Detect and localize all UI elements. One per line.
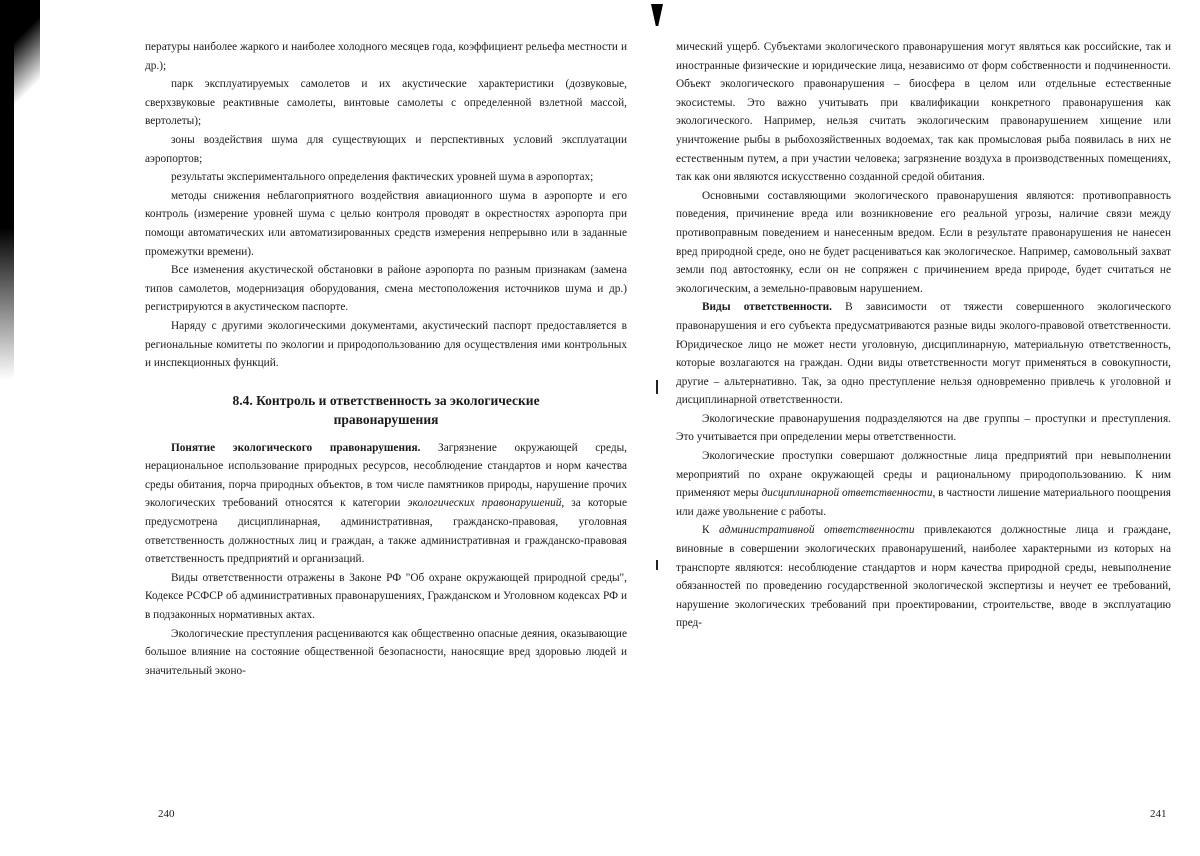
paragraph: зоны воздействия шума для существующих и перспективных условий эксплуатации аэропортов; (145, 133, 627, 165)
paragraph (676, 298, 1171, 410)
page-number: 241 (1150, 808, 1167, 820)
paragraph: методы снижения неблагоприятного воздействия авиационного шума в аэропорте и его контроль (измерение уровней шума с целью контроля проводят в окрестностях аэропорта при помощи автоматических или автоматизированных средств измерения непрерывно или в заданные промежутки времени). (145, 189, 627, 258)
italic-term: административной ответственности (718, 524, 915, 537)
text-run: К (702, 524, 719, 537)
page-number: 240 (158, 808, 175, 820)
paragraph: пературы наиболее жаркого и наиболее холодного месяцев года, коэффициент рельефа местности и др.); (145, 41, 627, 72)
paragraph (676, 521, 1171, 633)
left-page (145, 38, 627, 680)
gutter-line (656, 380, 658, 394)
section-heading (145, 391, 627, 429)
gutter-line (656, 560, 658, 570)
paragraph: мический ущерб. Субъектами экологического правонарушения могут являться как российские, так и иностранные физические и юридические лица, независимо от форм собственности и подчиненности. Объект экологического правонарушения – биосфера в целом или отдельные естественные экосистемы. Это важно учитывать при квалификации конкретного правонарушения как экологического. Например, нельзя считать экологическим правонарушением хищение или уничтожение рыбы в рыбохозяйственных водоемах, так как промысловая рыба появилась в них не естественным путем, а при участии человека; загрязнение воздуха в производственных помещениях, так как они являются искусственно созданной средой обитания. (676, 41, 1171, 184)
paragraph (676, 447, 1171, 521)
paragraph (145, 439, 627, 569)
text-run: В зависимости от тяжести совершенного экологического правонарушения и его субъекта предусматриваются разные виды эколого-правовой ответственности. Юридическое лицо не может нести уголовную, дисциплинарную, материальную ответственность, которые возлагаются на граждан. Одни виды ответственности могут применяться в совокупности, другие – альтернативно. Так, за одно преступление нельзя одновременно привлечь к уголовной и дисциплинарной ответственности. (676, 301, 1171, 407)
text-run: в частности лишение материального поощрения или даже увольнение с работы. (676, 487, 1171, 518)
paragraph: Виды ответственности отражены в Законе РФ "Об охране окружающей природной среды", Кодексе РСФСР об административных правонарушениях, Гражданском и Уголовном кодексах РФ и в подзаконных нормативных актах. (145, 571, 627, 622)
italic-term: экологических правонарушений, (407, 497, 565, 510)
paragraph: Наряду с другими экологическими документами, акустический паспорт предоставляется в региональные комитеты по экологии и природопользованию для осуществления ими контрольных и инспекционных функций. (145, 319, 627, 370)
section-heading-line1: 8.4. Контроль и ответственность за экологические (232, 392, 540, 408)
paragraph: Экологические правонарушения подразделяются на две группы – проступки и преступления. Это учитывается при определении меры ответственности. (676, 412, 1171, 444)
bold-term: Виды ответственности. (702, 301, 832, 314)
right-page (676, 38, 1171, 633)
italic-term: дисциплинарной ответственности, (761, 487, 936, 500)
gutter-mark (651, 4, 663, 26)
paragraph: парк эксплуатируемых самолетов и их акустические характеристики (дозвуковые, сверхзвуковые реактивные самолеты, винтовые самолеты с определенной взлетной массой, вертолеты); (145, 78, 627, 128)
section-heading-line2: правонарушения (333, 411, 439, 427)
paragraph: Все изменения акустической обстановки в районе аэропорта по разным признакам (замена типов самолетов, модернизация оборудования, смена местоположения источников шума и др.) регистрируются в акустическом паспорте. (145, 264, 627, 314)
text-run: Загрязнение окружающей среды, нерациональное использование природных ресурсов, несоблюдение стандартов и норм качества среды обитания, порча природных объектов, в том числе памятников природы, нарушение прочих экологических требований относятся к категории (145, 441, 627, 510)
scan-shadow-edge (0, 0, 14, 380)
text-run: Экологические проступки совершают должностные лица предприятий при невыполнении мероприятий по охране окружающей среды и рациональному природопользованию. К ним применяют меры (676, 450, 1171, 500)
paragraph: Основными составляющими экологического правонарушения являются: противоправность поведения, причинение вреда или возникновение его реальной угрозы, наличие связи между противоправным поведением и нанесенным вредом. Если в результате правонарушения не нанесен вред природной среде, оно не будет расцениваться как экологическое. Например, самовольный захват земли под автостоянку, если он не сопряжен с причинением вреда природе, будет считаться не экологическим, а земельно-правовым нарушением. (676, 189, 1171, 295)
text-run: привлекаются должностные лица и граждане, виновные в совершении экологических правонарушений, наиболее характерными из которых на транспорте являются: несоблюдение стандартов и норм качества природной среды, невыполнение обязанностей по проведению государственной экологической экспертизы и неучет ее требований, нарушение экологических требований при проектировании, строительстве, вводе в эксплуатацию пред- (676, 524, 1172, 630)
paragraph: Экологические преступления расцениваются как общественно опасные деяния, оказывающие большое влияние на состояние общественной безопасности, наносящие вред здоровью людей и значительный эконо- (145, 627, 627, 677)
text-run: за которые предусмотрена дисциплинарная, административная, гражданско-правовая, уголовная ответственность должностных лиц и граждан, а также административная и гражданско-правовая ответственность предприятий и организаций. (145, 497, 627, 566)
paragraph: результаты экспериментального определения фактических уровней шума в аэропортах; (171, 171, 594, 184)
bold-term: Понятие экологического правонарушения. (171, 441, 421, 454)
